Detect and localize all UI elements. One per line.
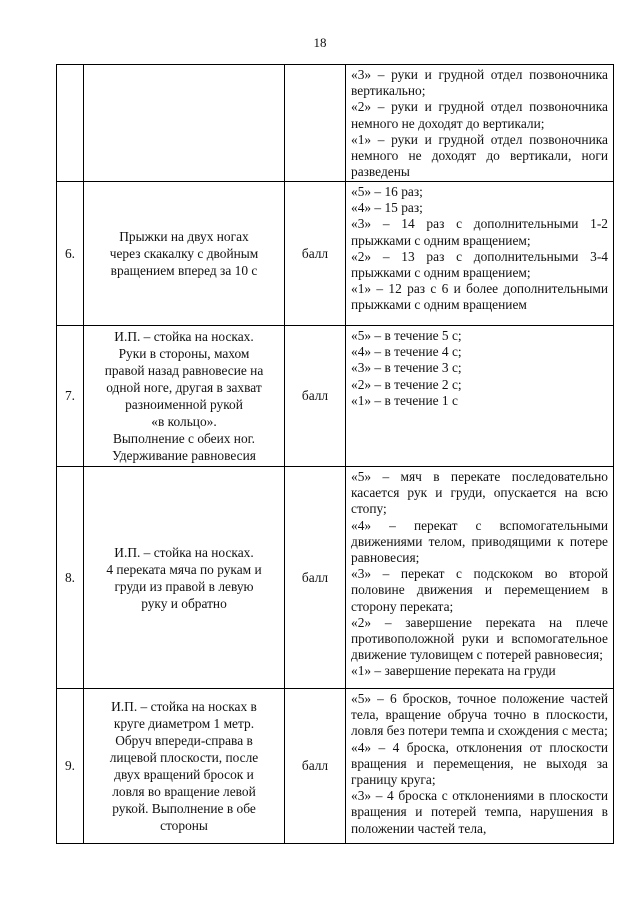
criterion: «5» – в течение 5 с; bbox=[351, 328, 462, 343]
exercise-line: рукой. Выполнение в обе bbox=[112, 801, 256, 816]
row-number: 7. bbox=[57, 326, 84, 467]
exercise-cell bbox=[84, 326, 285, 467]
criterion: «4» – 15 раз; bbox=[351, 200, 423, 216]
unit-cell: балл bbox=[285, 689, 346, 844]
exercise-cell bbox=[84, 182, 285, 326]
unit-cell: балл bbox=[285, 326, 346, 467]
exercise-line: стороны bbox=[160, 818, 208, 833]
exercise-line: ловля во вращение левой bbox=[112, 784, 256, 799]
criteria-cell bbox=[346, 326, 614, 467]
row-number bbox=[57, 65, 84, 182]
unit-cell bbox=[285, 65, 346, 182]
criterion: «3» – 14 раз с дополнительными 1-2 прыжками с одним вращением; bbox=[351, 216, 608, 248]
table-row bbox=[57, 65, 614, 182]
table-row bbox=[57, 326, 614, 467]
criteria-cell bbox=[346, 689, 614, 844]
table-row bbox=[57, 689, 614, 844]
exercise-line: Руки в стороны, махом bbox=[118, 346, 250, 361]
exercise-line: лицевой плоскости, после bbox=[109, 750, 259, 765]
row-number: 8. bbox=[57, 467, 84, 689]
exercise-line: «в кольцо». bbox=[151, 414, 217, 429]
exercise-line: руку и обратно bbox=[141, 595, 227, 611]
criterion: «2» – 13 раз с дополнительными 3-4 прыжками с одним вращением; bbox=[351, 248, 608, 281]
criterion: «1» – руки и грудной отдел позвоночника немного не доходят до вертикали, ноги разведены bbox=[351, 131, 608, 180]
exercise-line: разноименной рукой bbox=[125, 397, 243, 412]
row-number: 9. bbox=[57, 689, 84, 844]
exercise-line: одной ноге, другая в захват bbox=[106, 380, 262, 395]
criteria-cell bbox=[346, 65, 614, 182]
exercise-cell bbox=[84, 467, 285, 689]
unit-cell: балл bbox=[285, 182, 346, 326]
table-row bbox=[57, 467, 614, 689]
criterion: «5» – 16 раз; bbox=[351, 184, 423, 199]
criterion: «4» – 4 броска, отклонения от плоскости вращения и перемещения, не выходя за границу круга; bbox=[351, 739, 608, 788]
criterion: «5» – мяч в перекате последовательно касается рук и груди, опускается на всю стопу; bbox=[351, 469, 608, 517]
criteria-cell bbox=[346, 467, 614, 689]
criterion: «4» – перекат с вспомогательными движениями телом, приводящими к потере равновесия; bbox=[351, 517, 608, 566]
criterion: «3» – в течение 3 с; bbox=[351, 360, 462, 376]
table-row bbox=[57, 182, 614, 326]
criteria-cell bbox=[346, 182, 614, 326]
row-number: 6. bbox=[57, 182, 84, 326]
criterion: «1» – 12 раз с 6 и более дополнительными прыжками с одним вращением bbox=[351, 281, 608, 313]
criterion: «1» – в течение 1 с bbox=[351, 392, 458, 408]
exercise-line: И.П. – стойка на носках. bbox=[114, 329, 254, 344]
exercise-line: правой назад равновесие на bbox=[104, 363, 264, 378]
criterion: «2» – руки и грудной отдел позвоночника немного не доходят до вертикали; bbox=[351, 99, 608, 131]
unit-cell: балл bbox=[285, 467, 346, 689]
page-number: 18 bbox=[313, 35, 327, 50]
exercise-line: Обруч впереди-справа в bbox=[115, 733, 253, 748]
exercise-line: Выполнение с обеих ног. bbox=[113, 431, 255, 446]
criterion: «3» – перекат с подскоком во второй половине движения и перемещением в сторону переката; bbox=[351, 566, 608, 614]
criterion: «2» – завершение переката на плече противоположной руки и вспомогательное движение туловищем с потерей равновесия; bbox=[351, 614, 608, 663]
exercise-line: 4 переката мяча по рукам и bbox=[106, 561, 262, 577]
exercise-cell bbox=[84, 689, 285, 844]
criterion: «3» – 4 броска с отклонениями в плоскости вращения и потерей темпа, нарушения в положении частей тела, bbox=[351, 788, 608, 836]
criterion: «3» – руки и грудной отдел позвоночника вертикально; bbox=[351, 67, 608, 99]
criterion: «5» – 6 бросков, точное положение частей тела, вращение обруча точно в плоскости, ловля без потери темпа и схождения с места; bbox=[351, 691, 608, 739]
exercise-line: И.П. – стойка на носках. bbox=[114, 544, 254, 560]
exercise-line: двух вращений бросок и bbox=[114, 767, 254, 782]
exercise-cell bbox=[84, 65, 285, 182]
exercise-line: вращением вперед за 10 с bbox=[110, 263, 258, 278]
exercise-line: Прыжки на двух ногах bbox=[119, 229, 249, 244]
exercise-line: груди из правой в левую bbox=[114, 578, 254, 594]
criterion: «4» – в течение 4 с; bbox=[351, 344, 462, 360]
norms-table bbox=[56, 64, 614, 844]
criterion: «2» – в течение 2 с; bbox=[351, 376, 462, 392]
exercise-line: И.П. – стойка на носках в bbox=[111, 699, 257, 714]
exercise-line: через скакалку с двойным bbox=[109, 246, 259, 261]
exercise-line: круге диаметром 1 метр. bbox=[113, 716, 255, 731]
exercise-line: Удерживание равновесия bbox=[112, 448, 256, 463]
criterion: «1» – завершение переката на груди bbox=[351, 663, 556, 679]
